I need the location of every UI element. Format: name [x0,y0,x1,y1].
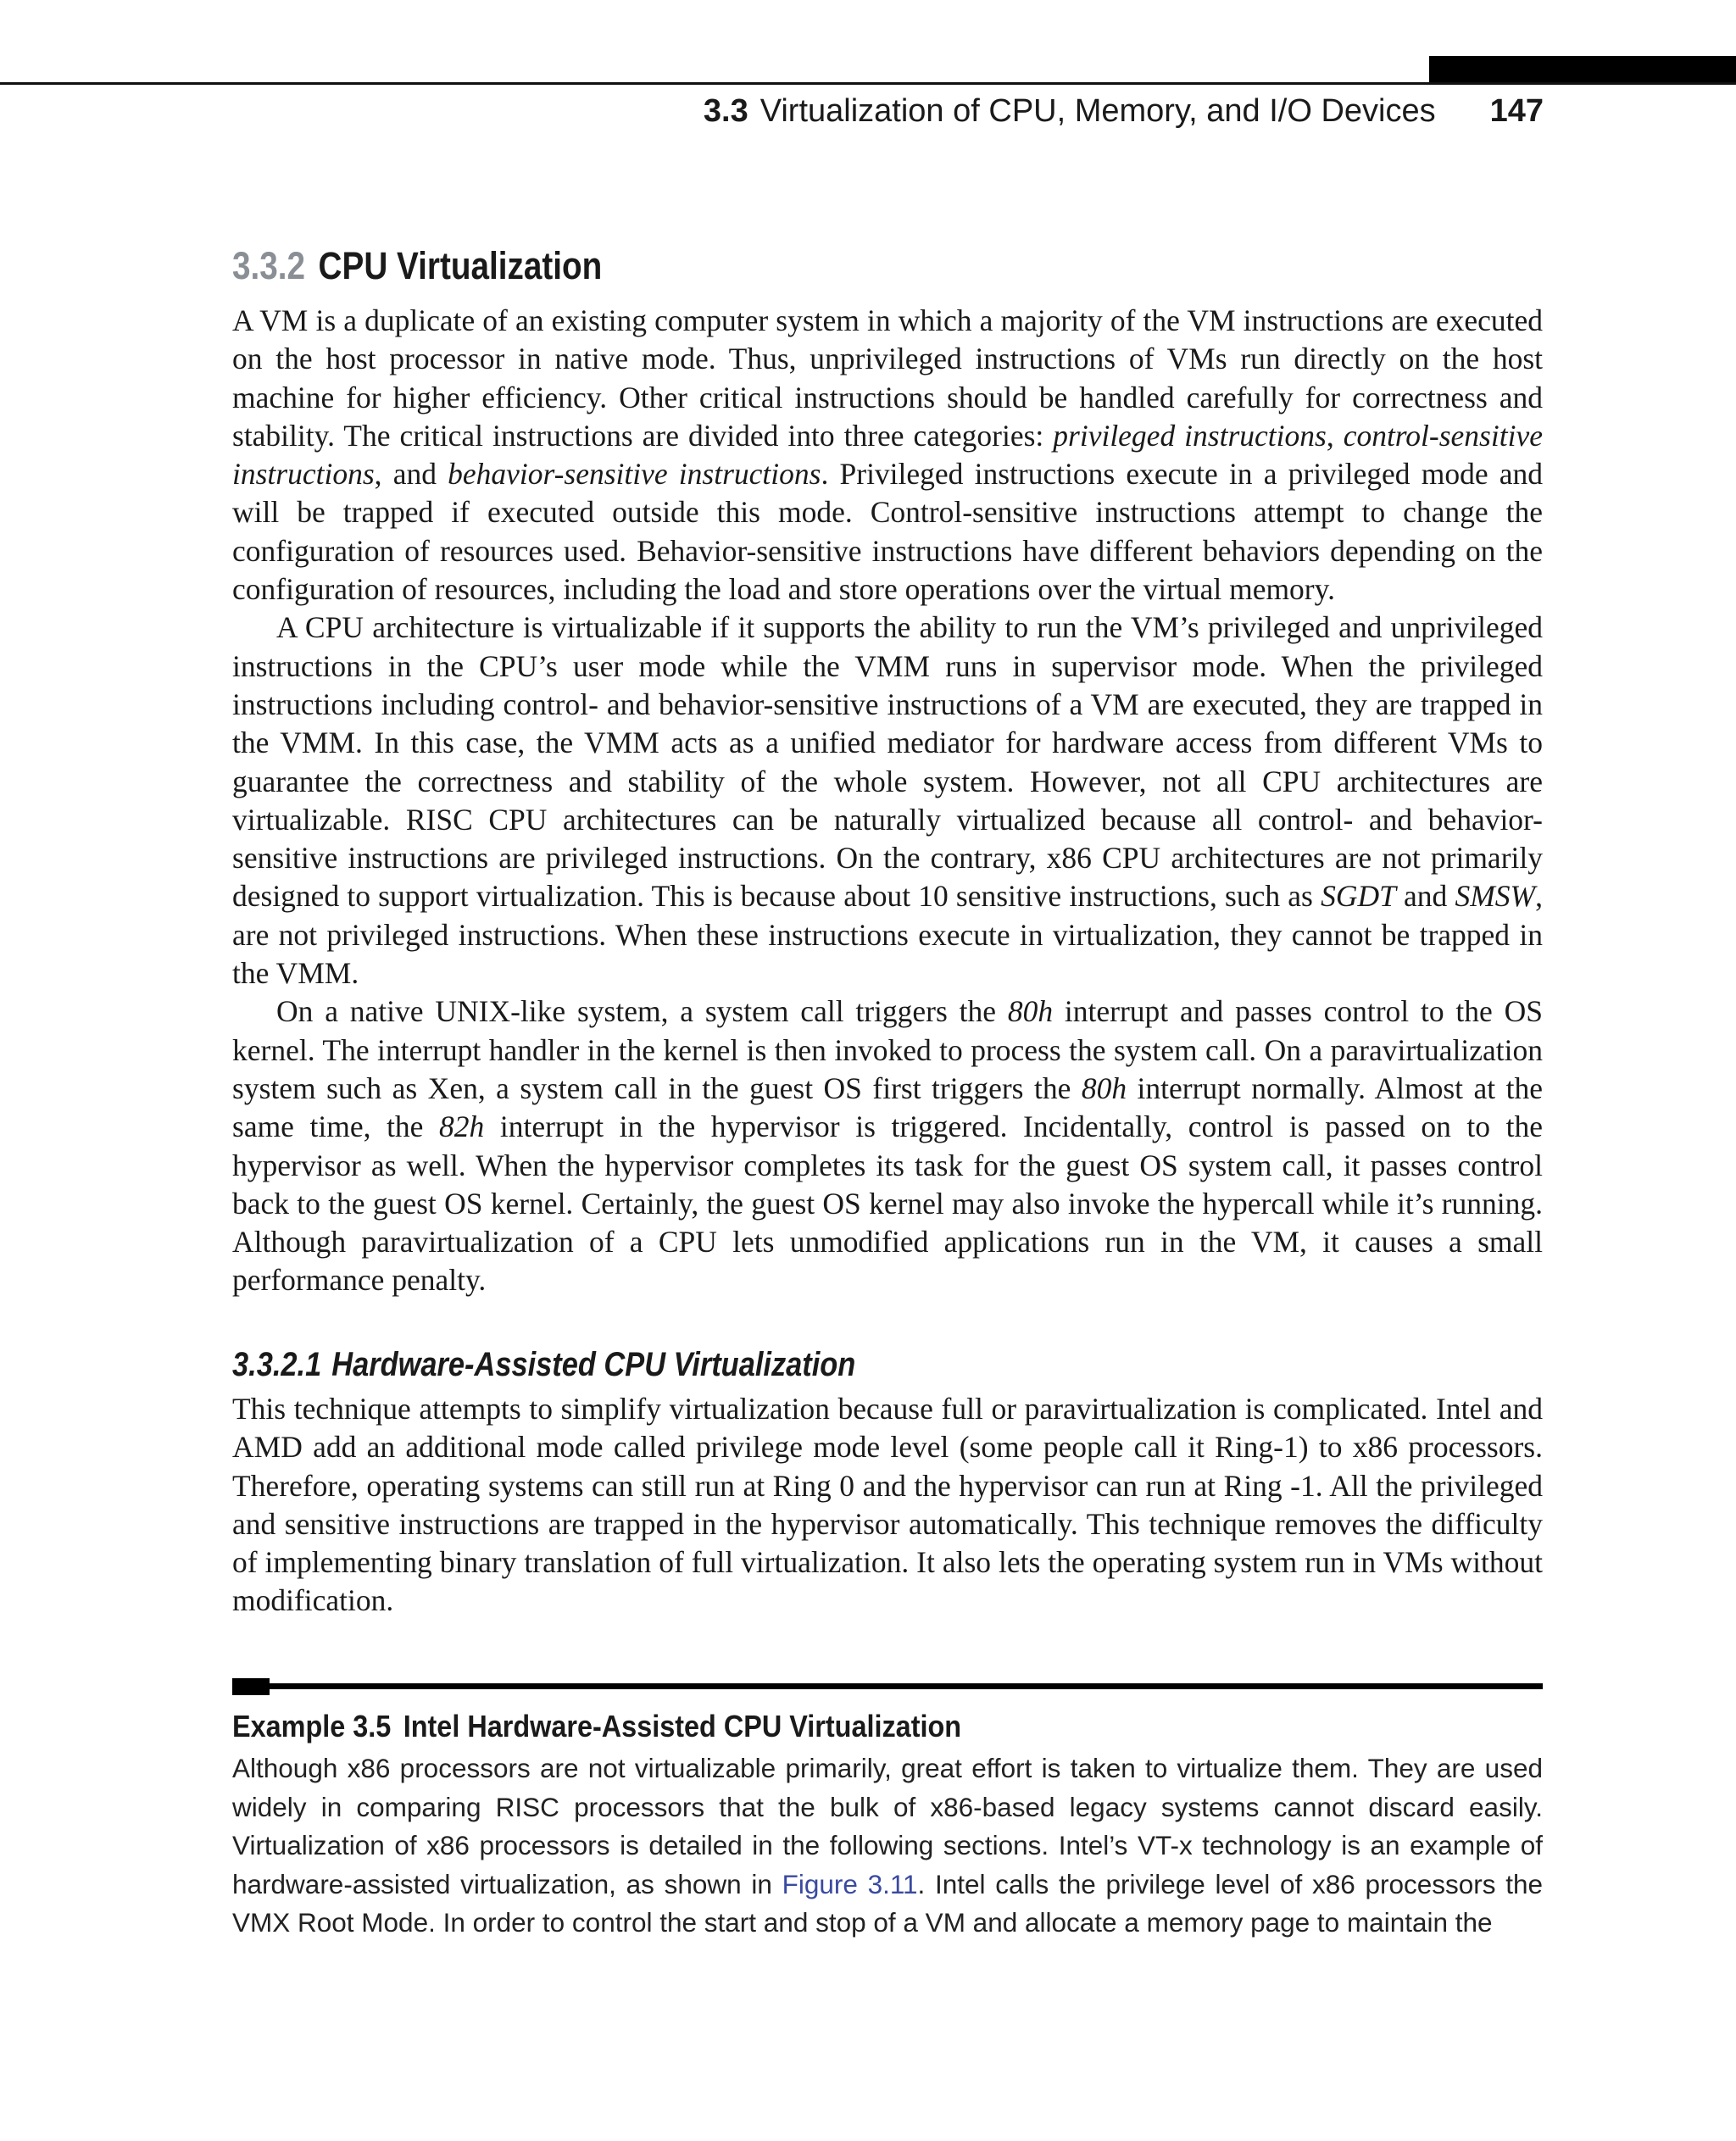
paragraph-2 [232,609,1543,993]
text-run: , [1326,418,1344,453]
figure-link[interactable]: Figure 3.11 [782,1868,918,1899]
example-marker [232,1678,270,1695]
paragraph-1 [232,302,1543,609]
subsection-title: Hardware-Assisted CPU Virtualization [331,1346,856,1383]
text-run: On a native UNIX-like system, a system call triggers the [276,994,1008,1029]
italic-term: control-sensitive instructions [232,418,1543,492]
text-run: interrupt in the hypervisor is triggered. Incidentally, control is passed on to the hypervisor as well. When the hypervisor completes its task for the guest OS system call, it passes control back to the guest OS kernel. Certainly, the guest OS kernel may also invoke the hypercall while it’s running. Although paravirtualization of a CPU lets unmodified applications run in the VM, it causes a small performance penalty. [232,1109,1543,1298]
text-run: A VM is a duplicate of an existing computer system in which a majority of the VM instructions are executed on the host processor in native mode. Thus, unprivileged instructions of VMs run directly on the host machine for higher efficiency. Other critical instructions should be handled carefully for correctness and stability. The critical instructions are divided into three categories: [232,303,1543,453]
italic-term: 82h [439,1109,485,1144]
italic-term: SMSW [1455,879,1536,914]
section-number: 3.3.2 [232,244,306,287]
italic-term: privileged instructions [1053,418,1327,453]
example-number: Example 3.5 [232,1709,392,1743]
section-title: CPU Virtualization [318,244,603,287]
text-run: Although x86 processors are not virtualizable primarily, great effort is taken to virtualize them. They are used widely in comparing RISC processors that the bulk of x86-based legacy systems cannot discard easily. Virtualization of x86 processors is detailed in the following sections. Intel’s VT-x technology is an example of hardware-assisted virtualization, as shown in [232,1753,1543,1899]
example-rule [232,1683,1543,1689]
running-head-section-number: 3.3 [703,93,748,129]
example-body [232,1749,1543,1943]
text-run: A CPU architecture is virtualizable if it supports the ability to run the VM’s privileged and unprivileged instructions in the CPU’s user mode while the VMM runs in supervisor mode. When the privileged instructions including control- and behavior-sensitive instructions of a VM are executed, they are trapped in the VMM. In this case, the VMM acts as a unified mediator for hardware access from different VMs to guarantee the correctness and stability of the whole system. However, not all CPU architectures are virtualizable. RISC CPU architectures can be naturally virtualized because all control- and behavior-sensitive instructions are privileged instructions. On the contrary, x86 CPU architectures are not primarily designed to support virtualization. This is because about 10 sensitive instructions, such as [232,610,1543,914]
text-run: . Privileged instructions execute in a privileged mode and will be trapped if executed outside this mode. Control-sensitive instructions attempt to change the configuration of resources used. Behavior-sensitive instructions have different behaviors depending on the configuration of resources, including the load and store operations over the virtual memory. [232,457,1543,607]
italic-term: 80h [1007,994,1054,1029]
paragraph-3 [232,993,1543,1299]
text-run: , are not privileged instructions. When these instructions execute in virtualization, they cannot be trapped in the VMM. [232,879,1543,991]
text-run: interrupt normally. Almost at the same time, the [232,1070,1543,1144]
running-head [704,93,1544,144]
header-rule [0,82,1736,85]
running-head-title: Virtualization of CPU, Memory, and I/O Devices [760,93,1436,129]
text-run: interrupt and passes control to the OS kernel. The interrupt handler in the kernel is then invoked to process the system call. On a paravirtualization system such as Xen, a system call in the guest OS first triggers the [232,994,1543,1105]
section-body [232,302,1543,1300]
example-heading [232,1709,961,1744]
italic-term: 80h [1081,1070,1127,1105]
header-tab-bar [1429,56,1736,85]
example-paragraph [232,1749,1543,1943]
subsection-body [232,1390,1543,1621]
subsection-paragraph: This technique attempts to simplify virtualization because full or paravirtualization is complicated. Intel and AMD add an additional mode called privilege mode level (some people call it Ring-1) to x86 processors. Therefore, operating systems can still run at Ring 0 and the hypervisor can run at Ring -1. All the privileged and sensitive instructions are trapped in the hypervisor automatically. This technique removes the difficulty of implementing binary translation of full virtualization. It also lets the operating system run in VMs without modification. [232,1392,1543,1618]
page-number: 147 [1489,93,1544,129]
italic-term: behavior-sensitive instructions [448,457,821,492]
text-run: . Intel calls the privilege level of x86 processors the VMX Root Mode. In order to control the start and stop of a VM and allocate a memory page to maintain the [232,1868,1543,1938]
text-run: and [1395,879,1455,914]
section-heading [232,244,602,288]
italic-term: SGDT [1321,879,1396,914]
subsection-number: 3.3.2.1 [232,1346,322,1383]
text-run: , and [374,457,448,492]
subsection-heading [232,1346,855,1384]
example-title: Intel Hardware-Assisted CPU Virtualization [403,1709,962,1743]
